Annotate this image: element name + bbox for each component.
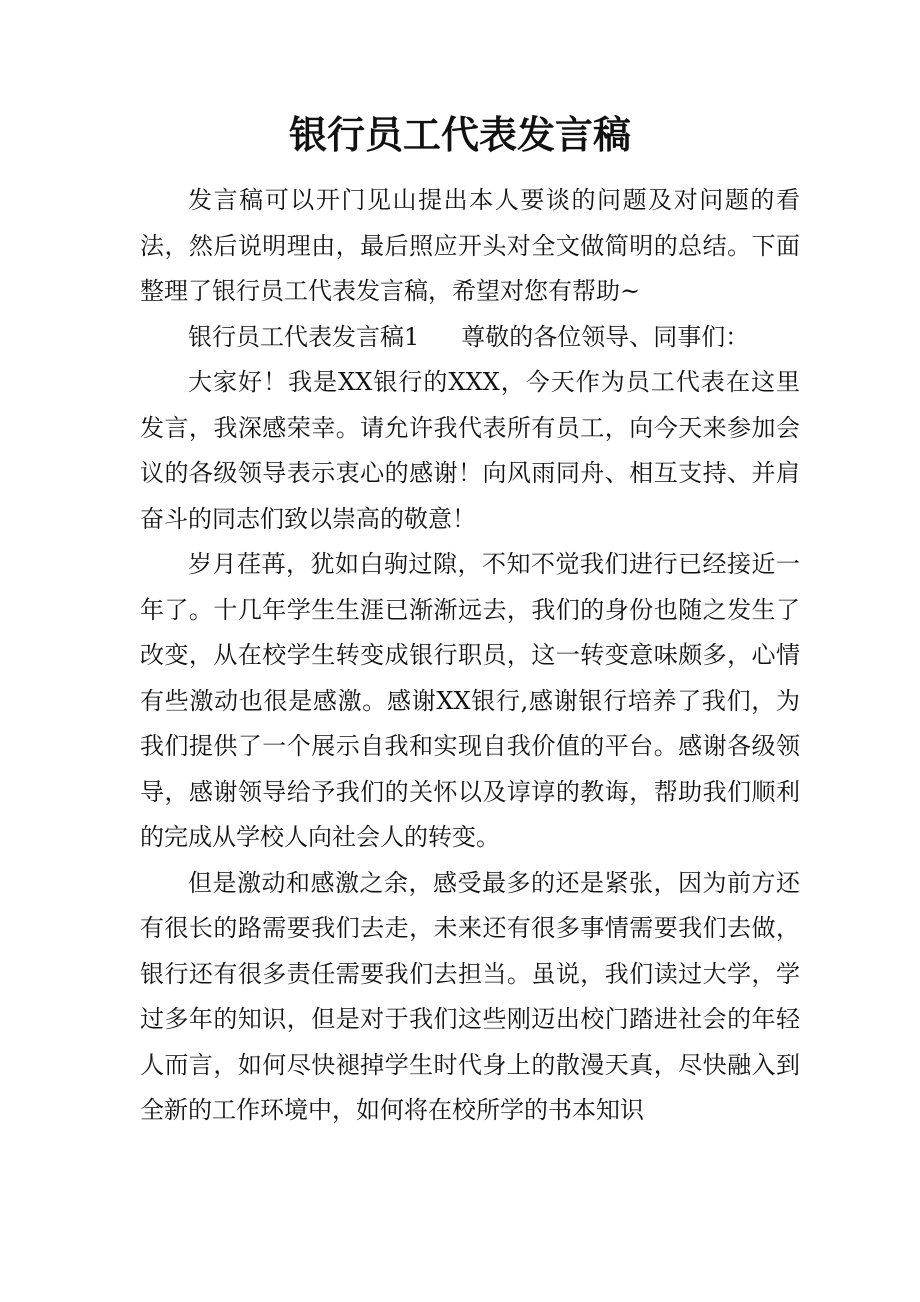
document-title: 银行员工代表发言稿 [288, 112, 631, 157]
document-body [140, 178, 800, 1134]
section-heading: 银行员工代表发言稿1 [188, 322, 420, 351]
challenge-paragraph: 但是激动和感激之余，感受最多的还是紧张，因为前方还有很长的路需要我们去走，未来还有很多事情需要我们去做，银行还有很多责任需要我们去担当。虽说，我们读过大学，学过多年的知识，但是对于我们这些刚迈出校门踏进社会的年轻人而言，如何尽快褪掉学生时代身上的散漫天真，尽快融入到全新的工作环境中，如何将在校所学的书本知识 [140, 868, 800, 1124]
time-paragraph: 岁月荏苒，犹如白驹过隙，不知不觉我们进行已经接近一年了。十几年学生生涯已渐渐远去，我们的身份也随之发生了改变，从在校学生转变成银行职员，这一转变意味颇多，心情有些激动也很是感激。感谢XX银行,感谢银行培养了我们，为我们提供了一个展示自我和实现自我价值的平台。感谢各级领导，感谢领导给予我们的关怀以及谆谆的教诲，帮助我们顺利的完成从学校人向社会人的转变。 [140, 550, 800, 851]
heading-line [140, 315, 800, 361]
greeting-paragraph: 大家好！我是XX银行的XXX，今天作为员工代表在这里发言，我深感荣幸。请允许我代表所有员工，向今天来参加会议的各级领导表示衷心的感谢！向风雨同舟、相互支持、并肩奋斗的同志们致以崇高的敬意！ [140, 368, 800, 533]
salutation: 尊敬的各位领导、同事们： [461, 322, 750, 351]
intro-paragraph: 发言稿可以开门见山提出本人要谈的问题及对问题的看法，然后说明理由，最后照应开头对全文做简明的总结。下面整理了银行员工代表发言稿，希望对您有帮助~ [140, 186, 800, 305]
